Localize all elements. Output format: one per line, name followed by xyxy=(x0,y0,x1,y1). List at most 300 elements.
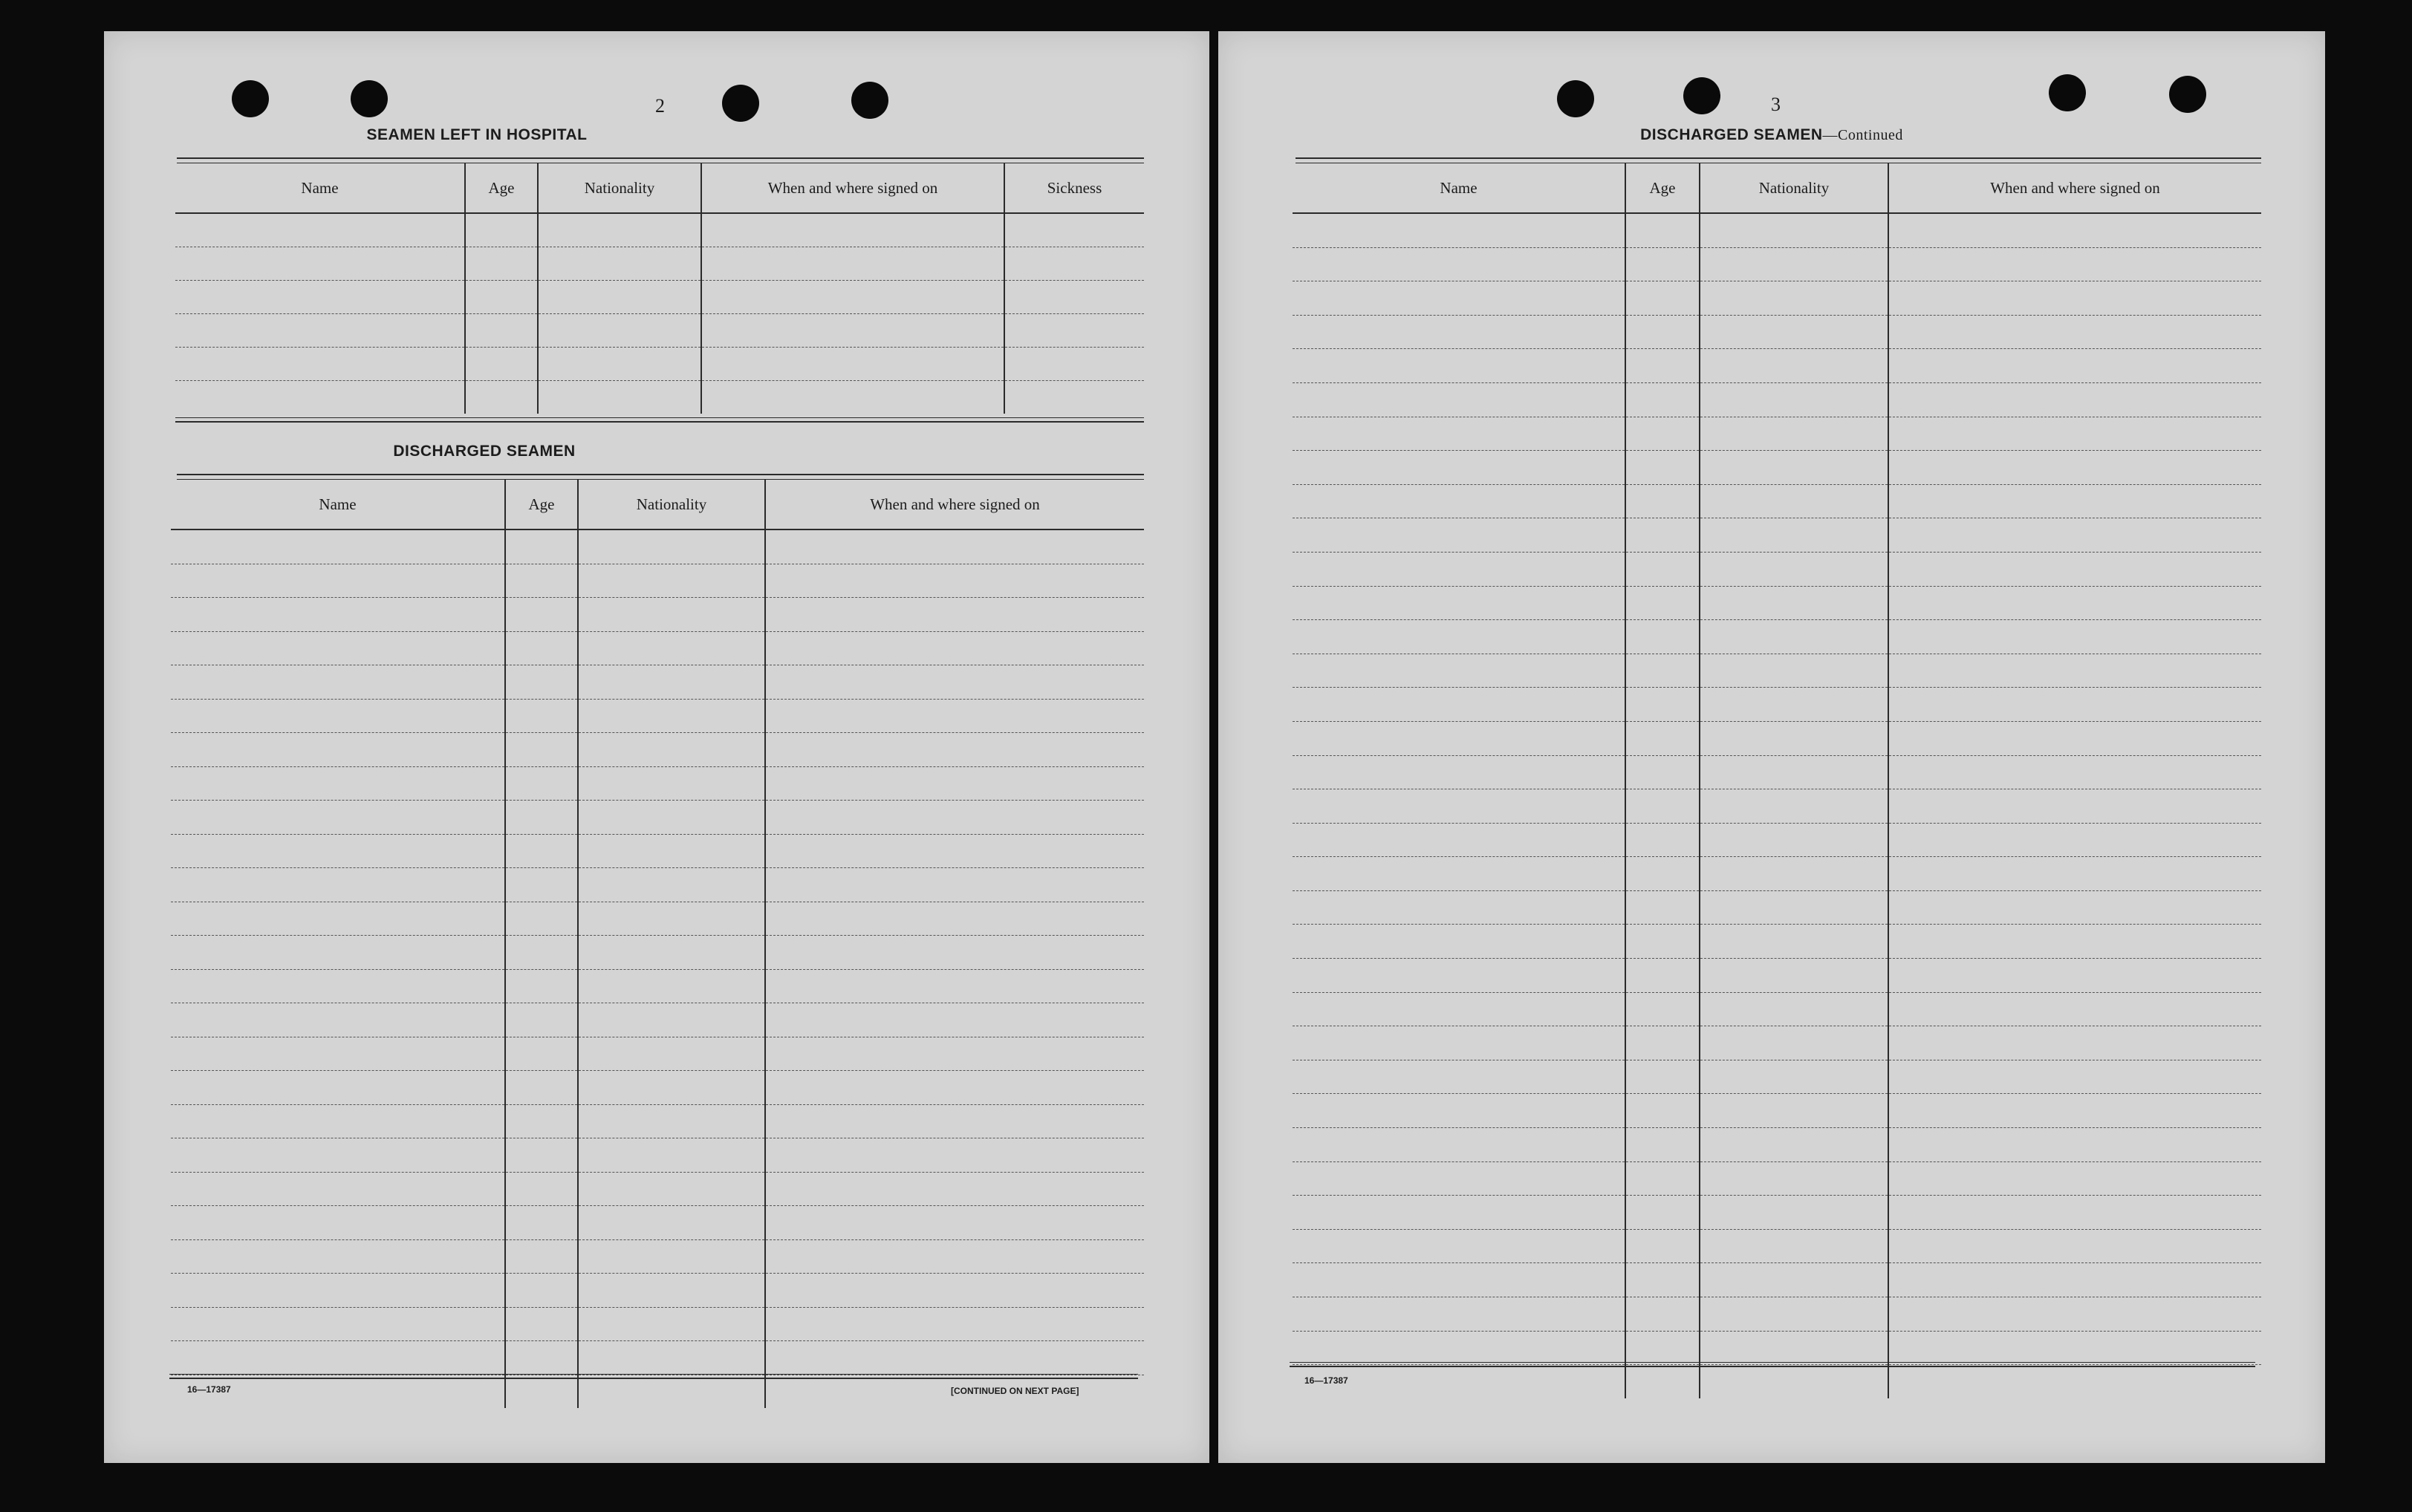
table-cell[interactable] xyxy=(1888,281,2261,316)
table-cell[interactable] xyxy=(465,314,538,348)
table-cell[interactable] xyxy=(1700,484,1888,518)
table-cell[interactable] xyxy=(1625,1196,1700,1230)
table-cell[interactable] xyxy=(1625,654,1700,688)
table-cell[interactable] xyxy=(505,1206,578,1240)
table-cell[interactable] xyxy=(505,733,578,767)
table-cell[interactable] xyxy=(171,733,505,767)
table-cell[interactable] xyxy=(505,529,578,564)
table-cell[interactable] xyxy=(765,699,1144,733)
table-row xyxy=(1293,586,2261,620)
table-cell[interactable] xyxy=(171,1307,505,1341)
table-cell[interactable] xyxy=(1293,1161,1625,1196)
table-cell[interactable] xyxy=(1293,518,1625,553)
table-cell[interactable] xyxy=(1625,281,1700,316)
table-cell[interactable] xyxy=(1293,552,1625,586)
table-cell[interactable] xyxy=(701,314,1004,348)
table-cell[interactable] xyxy=(1700,518,1888,553)
table-cell[interactable] xyxy=(1888,688,2261,722)
table-cell[interactable] xyxy=(1625,1094,1700,1128)
table-cell[interactable] xyxy=(1700,755,1888,789)
table-cell[interactable] xyxy=(765,868,1144,902)
table-cell[interactable] xyxy=(765,631,1144,665)
table-cell[interactable] xyxy=(1625,1297,1700,1332)
table-cell[interactable] xyxy=(578,1138,765,1173)
table-cell[interactable] xyxy=(1888,417,2261,451)
table-cell[interactable] xyxy=(175,213,465,247)
table-cell[interactable] xyxy=(1700,925,1888,959)
table-cell[interactable] xyxy=(578,1375,765,1408)
table-cell[interactable] xyxy=(1888,1128,2261,1162)
table-cell[interactable] xyxy=(1700,959,1888,993)
table-cell[interactable] xyxy=(578,1104,765,1138)
table-cell[interactable] xyxy=(1293,382,1625,417)
table-cell[interactable] xyxy=(1293,721,1625,755)
table-row xyxy=(1293,1331,2261,1365)
table-cell[interactable] xyxy=(1293,823,1625,857)
table-cell[interactable] xyxy=(175,281,465,314)
table-cell[interactable] xyxy=(505,564,578,598)
table-cell[interactable] xyxy=(1293,925,1625,959)
table-cell[interactable] xyxy=(765,1037,1144,1071)
table-cell[interactable] xyxy=(538,247,701,281)
table-cell[interactable] xyxy=(1625,382,1700,417)
table-cell[interactable] xyxy=(1293,857,1625,891)
table-row xyxy=(171,631,1144,665)
table-cell[interactable] xyxy=(1625,586,1700,620)
table-cell[interactable] xyxy=(701,281,1004,314)
table-row xyxy=(1293,484,2261,518)
table-cell[interactable] xyxy=(1888,1365,2261,1398)
table-cell[interactable] xyxy=(1700,213,1888,247)
table-cell[interactable] xyxy=(1625,1026,1700,1060)
table-cell[interactable] xyxy=(1700,281,1888,316)
table-row xyxy=(171,834,1144,868)
table-cell[interactable] xyxy=(1700,721,1888,755)
table-cell[interactable] xyxy=(1888,857,2261,891)
table-cell[interactable] xyxy=(1888,654,2261,688)
table-cell[interactable] xyxy=(1888,959,2261,993)
table-cell[interactable] xyxy=(171,1071,505,1105)
table-cell[interactable] xyxy=(765,1172,1144,1206)
table-cell[interactable] xyxy=(1888,1263,2261,1297)
table-cell[interactable] xyxy=(1625,484,1700,518)
table-cell[interactable] xyxy=(175,381,465,414)
table-cell[interactable] xyxy=(578,834,765,868)
table-cell[interactable] xyxy=(1004,247,1144,281)
table-cell[interactable] xyxy=(465,348,538,381)
table-cell[interactable] xyxy=(171,1003,505,1037)
table-cell[interactable] xyxy=(1700,1331,1888,1365)
discharged-top-rule xyxy=(177,474,1144,480)
table-cell[interactable] xyxy=(171,564,505,598)
table-cell[interactable] xyxy=(505,631,578,665)
table-cell[interactable] xyxy=(1888,1196,2261,1230)
table-cell[interactable] xyxy=(701,348,1004,381)
table-cell[interactable] xyxy=(1700,620,1888,654)
column-header: Name xyxy=(171,480,505,529)
table-cell[interactable] xyxy=(1004,314,1144,348)
table-cell[interactable] xyxy=(171,1138,505,1173)
table-cell[interactable] xyxy=(175,247,465,281)
table-cell[interactable] xyxy=(1293,654,1625,688)
table-cell[interactable] xyxy=(1888,247,2261,281)
table-row xyxy=(171,1206,1144,1240)
table-cell[interactable] xyxy=(1700,1229,1888,1263)
table-cell[interactable] xyxy=(505,1071,578,1105)
table-cell[interactable] xyxy=(1625,857,1700,891)
table-cell[interactable] xyxy=(171,766,505,801)
table-cell[interactable] xyxy=(765,1071,1144,1105)
table-cell[interactable] xyxy=(1700,1060,1888,1094)
table-cell[interactable] xyxy=(578,868,765,902)
table-cell[interactable] xyxy=(505,1138,578,1173)
table-cell[interactable] xyxy=(1293,349,1625,383)
table-cell[interactable] xyxy=(765,936,1144,970)
table-cell[interactable] xyxy=(505,1037,578,1071)
table-cell[interactable] xyxy=(505,936,578,970)
table-cell[interactable] xyxy=(1888,823,2261,857)
table-cell[interactable] xyxy=(765,529,1144,564)
table-cell[interactable] xyxy=(1625,1161,1700,1196)
table-cell[interactable] xyxy=(1293,586,1625,620)
table-cell[interactable] xyxy=(1293,417,1625,451)
table-cell[interactable] xyxy=(171,1104,505,1138)
table-cell[interactable] xyxy=(578,529,765,564)
table-cell[interactable] xyxy=(538,281,701,314)
table-cell[interactable] xyxy=(505,801,578,835)
table-cell[interactable] xyxy=(175,314,465,348)
table-cell[interactable] xyxy=(1888,213,2261,247)
table-cell[interactable] xyxy=(1888,789,2261,824)
table-row xyxy=(1293,382,2261,417)
table-cell[interactable] xyxy=(1293,1263,1625,1297)
table-row xyxy=(1293,992,2261,1026)
table-cell[interactable] xyxy=(505,868,578,902)
table-cell[interactable] xyxy=(505,598,578,632)
column-header: Nationality xyxy=(1700,163,1888,213)
table-cell[interactable] xyxy=(505,969,578,1003)
table-cell[interactable] xyxy=(1888,1297,2261,1332)
table-cell[interactable] xyxy=(1293,213,1625,247)
table-cell[interactable] xyxy=(765,834,1144,868)
table-cell[interactable] xyxy=(1700,823,1888,857)
table-cell[interactable] xyxy=(171,801,505,835)
table-cell[interactable] xyxy=(1888,1229,2261,1263)
table-cell[interactable] xyxy=(1293,484,1625,518)
table-cell[interactable] xyxy=(1700,1094,1888,1128)
table-cell[interactable] xyxy=(1888,1060,2261,1094)
table-cell[interactable] xyxy=(505,1375,578,1408)
table-cell[interactable] xyxy=(1700,247,1888,281)
table-cell[interactable] xyxy=(578,936,765,970)
table-cell[interactable] xyxy=(1293,1094,1625,1128)
table-cell[interactable] xyxy=(1293,789,1625,824)
table-cell[interactable] xyxy=(1700,1263,1888,1297)
table-cell[interactable] xyxy=(765,1239,1144,1274)
table-cell[interactable] xyxy=(505,665,578,700)
table-cell[interactable] xyxy=(465,247,538,281)
table-row xyxy=(1293,518,2261,553)
table-cell[interactable] xyxy=(1625,890,1700,925)
table-cell[interactable] xyxy=(701,213,1004,247)
table-row xyxy=(1293,451,2261,485)
table-cell[interactable] xyxy=(765,969,1144,1003)
table-cell[interactable] xyxy=(1293,281,1625,316)
table-cell[interactable] xyxy=(171,598,505,632)
table-cell[interactable] xyxy=(1700,1297,1888,1332)
table-cell[interactable] xyxy=(1700,1128,1888,1162)
table-cell[interactable] xyxy=(765,1307,1144,1341)
table-cell[interactable] xyxy=(578,733,765,767)
table-cell[interactable] xyxy=(578,631,765,665)
table-cell[interactable] xyxy=(171,529,505,564)
table-cell[interactable] xyxy=(1625,1263,1700,1297)
table-cell[interactable] xyxy=(1888,1094,2261,1128)
table-cell[interactable] xyxy=(1625,213,1700,247)
table-cell[interactable] xyxy=(578,1239,765,1274)
table-cell[interactable] xyxy=(701,381,1004,414)
table-cell[interactable] xyxy=(1625,518,1700,553)
table-cell[interactable] xyxy=(578,1307,765,1341)
table-cell[interactable] xyxy=(1293,247,1625,281)
table-cell[interactable] xyxy=(1700,451,1888,485)
table-cell[interactable] xyxy=(578,1003,765,1037)
punch-hole xyxy=(1683,77,1720,114)
table-row xyxy=(175,348,1144,381)
table-cell[interactable] xyxy=(1293,1297,1625,1332)
table-cell[interactable] xyxy=(1700,789,1888,824)
table-cell[interactable] xyxy=(1888,1026,2261,1060)
table-cell[interactable] xyxy=(1888,552,2261,586)
table-cell[interactable] xyxy=(505,1341,578,1375)
table-cell[interactable] xyxy=(465,213,538,247)
table-cell[interactable] xyxy=(1293,1229,1625,1263)
table-cell[interactable] xyxy=(1625,247,1700,281)
table-cell[interactable] xyxy=(1293,890,1625,925)
table-cell[interactable] xyxy=(1700,1365,1888,1398)
table-cell[interactable] xyxy=(171,1239,505,1274)
table-cell[interactable] xyxy=(1888,1161,2261,1196)
table-cell[interactable] xyxy=(1700,1196,1888,1230)
table-cell[interactable] xyxy=(505,699,578,733)
table-cell[interactable] xyxy=(1888,484,2261,518)
table-cell[interactable] xyxy=(1700,890,1888,925)
table-cell[interactable] xyxy=(578,699,765,733)
table-cell[interactable] xyxy=(1625,315,1700,349)
table-cell[interactable] xyxy=(765,598,1144,632)
discharged-continued-table xyxy=(1293,163,2261,1398)
table-cell[interactable] xyxy=(1625,1229,1700,1263)
table-cell[interactable] xyxy=(1700,382,1888,417)
table-cell[interactable] xyxy=(765,1341,1144,1375)
table-cell[interactable] xyxy=(1888,620,2261,654)
table-cell[interactable] xyxy=(578,598,765,632)
table-cell[interactable] xyxy=(1700,315,1888,349)
table-cell[interactable] xyxy=(171,969,505,1003)
discharged-bottom-rule xyxy=(169,1374,1138,1379)
table-cell[interactable] xyxy=(505,834,578,868)
table-cell[interactable] xyxy=(1004,281,1144,314)
table-cell[interactable] xyxy=(1700,349,1888,383)
table-cell[interactable] xyxy=(578,766,765,801)
table-cell[interactable] xyxy=(171,902,505,936)
table-cell[interactable] xyxy=(1293,992,1625,1026)
table-cell[interactable] xyxy=(505,1003,578,1037)
table-cell[interactable] xyxy=(175,348,465,381)
table-cell[interactable] xyxy=(505,902,578,936)
table-cell[interactable] xyxy=(765,564,1144,598)
table-cell[interactable] xyxy=(1888,382,2261,417)
table-cell[interactable] xyxy=(1293,688,1625,722)
table-cell[interactable] xyxy=(171,1172,505,1206)
table-cell[interactable] xyxy=(1700,654,1888,688)
table-cell[interactable] xyxy=(578,801,765,835)
table-cell[interactable] xyxy=(538,348,701,381)
table-cell[interactable] xyxy=(1888,586,2261,620)
table-cell[interactable] xyxy=(171,631,505,665)
table-cell[interactable] xyxy=(505,1172,578,1206)
table-cell[interactable] xyxy=(1888,755,2261,789)
table-cell[interactable] xyxy=(1625,959,1700,993)
left-page xyxy=(104,31,1209,1463)
table-cell[interactable] xyxy=(1625,451,1700,485)
table-cell[interactable] xyxy=(1293,315,1625,349)
table-cell[interactable] xyxy=(1625,755,1700,789)
table-cell[interactable] xyxy=(1625,823,1700,857)
table-cell[interactable] xyxy=(538,213,701,247)
table-cell[interactable] xyxy=(1700,586,1888,620)
table-cell[interactable] xyxy=(1004,213,1144,247)
table-cell[interactable] xyxy=(1293,1128,1625,1162)
table-cell[interactable] xyxy=(171,1037,505,1071)
table-cell[interactable] xyxy=(578,1037,765,1071)
table-cell[interactable] xyxy=(1888,315,2261,349)
table-cell[interactable] xyxy=(1625,789,1700,824)
table-row xyxy=(1293,1297,2261,1332)
table-cell[interactable] xyxy=(1625,417,1700,451)
table-cell[interactable] xyxy=(765,665,1144,700)
table-cell[interactable] xyxy=(171,936,505,970)
table-cell[interactable] xyxy=(1625,1060,1700,1094)
table-cell[interactable] xyxy=(505,766,578,801)
table-cell[interactable] xyxy=(1700,688,1888,722)
table-cell[interactable] xyxy=(578,969,765,1003)
table-cell[interactable] xyxy=(1625,992,1700,1026)
table-cell[interactable] xyxy=(1700,992,1888,1026)
punch-hole xyxy=(851,82,888,119)
table-cell[interactable] xyxy=(465,281,538,314)
table-cell[interactable] xyxy=(1625,552,1700,586)
table-row xyxy=(1293,890,2261,925)
table-cell[interactable] xyxy=(578,1341,765,1375)
table-cell[interactable] xyxy=(505,1307,578,1341)
table-cell[interactable] xyxy=(765,1003,1144,1037)
table-cell[interactable] xyxy=(505,1104,578,1138)
table-cell[interactable] xyxy=(1888,451,2261,485)
discharged-continued-title-text: DISCHARGED SEAMEN xyxy=(1640,126,1823,143)
table-cell[interactable] xyxy=(538,314,701,348)
table-cell[interactable] xyxy=(578,564,765,598)
table-cell[interactable] xyxy=(1004,381,1144,414)
table-cell[interactable] xyxy=(1888,518,2261,553)
table-cell[interactable] xyxy=(1888,925,2261,959)
table-cell[interactable] xyxy=(538,381,701,414)
table-cell[interactable] xyxy=(1625,925,1700,959)
table-cell[interactable] xyxy=(765,1274,1144,1308)
table-cell[interactable] xyxy=(1700,417,1888,451)
table-cell[interactable] xyxy=(765,766,1144,801)
table-cell[interactable] xyxy=(171,1206,505,1240)
table-cell[interactable] xyxy=(1293,959,1625,993)
table-cell[interactable] xyxy=(1625,721,1700,755)
table-cell[interactable] xyxy=(578,665,765,700)
table-cell[interactable] xyxy=(1888,349,2261,383)
table-cell[interactable] xyxy=(1293,620,1625,654)
table-cell[interactable] xyxy=(765,1206,1144,1240)
table-cell[interactable] xyxy=(1888,721,2261,755)
table-cell[interactable] xyxy=(1293,1026,1625,1060)
table-cell[interactable] xyxy=(465,381,538,414)
table-cell[interactable] xyxy=(1888,890,2261,925)
table-cell[interactable] xyxy=(1293,1196,1625,1230)
table-cell[interactable] xyxy=(765,902,1144,936)
table-cell[interactable] xyxy=(765,733,1144,767)
table-cell[interactable] xyxy=(171,665,505,700)
table-cell[interactable] xyxy=(171,1341,505,1375)
table-cell[interactable] xyxy=(171,699,505,733)
table-row xyxy=(1293,349,2261,383)
table-cell[interactable] xyxy=(1625,1128,1700,1162)
table-cell[interactable] xyxy=(1700,1026,1888,1060)
table-cell[interactable] xyxy=(578,1206,765,1240)
table-cell[interactable] xyxy=(171,834,505,868)
table-cell[interactable] xyxy=(1293,755,1625,789)
table-cell[interactable] xyxy=(1888,992,2261,1026)
table-cell[interactable] xyxy=(701,247,1004,281)
table-cell[interactable] xyxy=(1293,1060,1625,1094)
table-cell[interactable] xyxy=(1888,1331,2261,1365)
table-cell[interactable] xyxy=(578,1274,765,1308)
table-cell[interactable] xyxy=(765,801,1144,835)
table-row xyxy=(1293,721,2261,755)
table-cell[interactable] xyxy=(1004,348,1144,381)
table-cell[interactable] xyxy=(171,868,505,902)
table-cell[interactable] xyxy=(1625,620,1700,654)
table-cell[interactable] xyxy=(578,1172,765,1206)
table-row xyxy=(171,1172,1144,1206)
table-cell[interactable] xyxy=(765,1138,1144,1173)
table-cell[interactable] xyxy=(578,902,765,936)
table-cell[interactable] xyxy=(505,1239,578,1274)
table-row xyxy=(171,902,1144,936)
column-header: When and where signed on xyxy=(701,163,1004,213)
table-cell[interactable] xyxy=(1625,349,1700,383)
table-cell[interactable] xyxy=(171,1274,505,1308)
table-cell[interactable] xyxy=(1625,1331,1700,1365)
table-cell[interactable] xyxy=(505,1274,578,1308)
table-cell[interactable] xyxy=(1625,1365,1700,1398)
table-cell[interactable] xyxy=(1293,1331,1625,1365)
table-cell[interactable] xyxy=(1700,857,1888,891)
table-cell[interactable] xyxy=(765,1104,1144,1138)
table-cell[interactable] xyxy=(1700,1161,1888,1196)
table-cell[interactable] xyxy=(578,1071,765,1105)
continued-bottom-rule xyxy=(1290,1362,2255,1367)
table-row xyxy=(175,314,1144,348)
table-cell[interactable] xyxy=(1625,688,1700,722)
table-cell[interactable] xyxy=(1293,451,1625,485)
table-cell[interactable] xyxy=(1700,552,1888,586)
